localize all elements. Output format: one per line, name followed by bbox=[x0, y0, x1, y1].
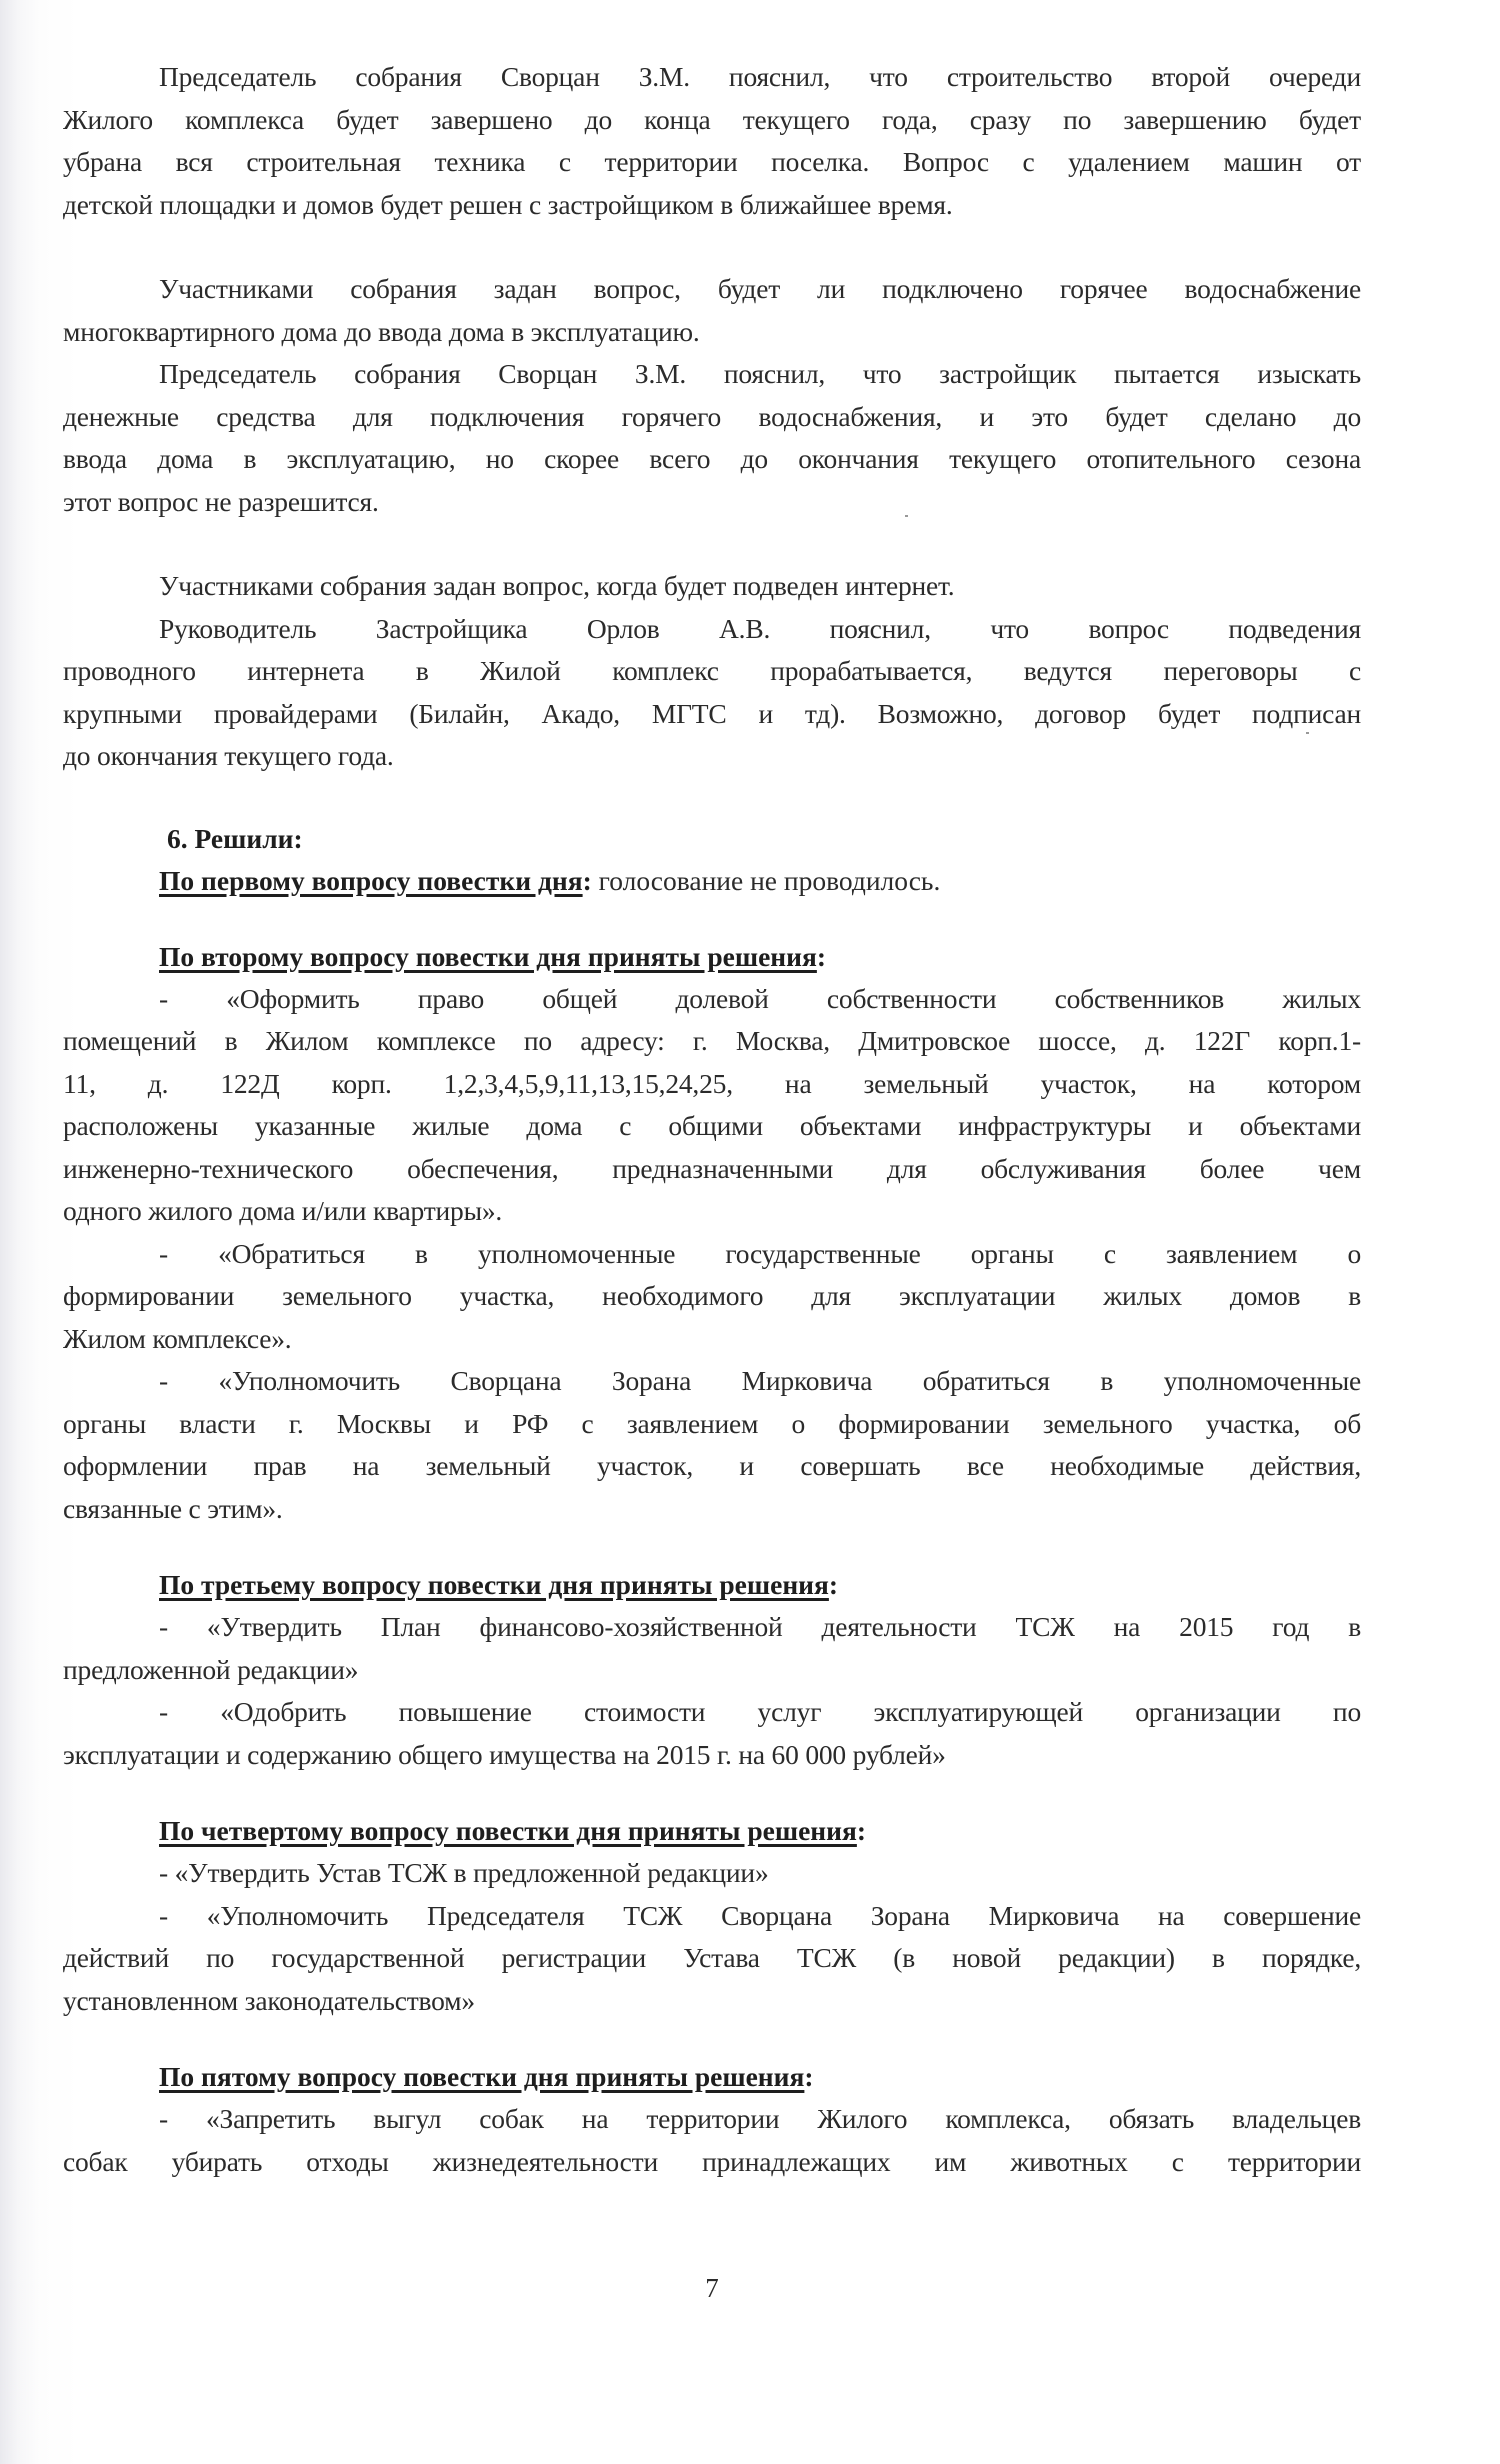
text-line: одного жилого дома и/или квартиры». bbox=[63, 1195, 503, 1226]
text-line: формировании земельного участка, необходимого для эксплуатации жилых домов в bbox=[63, 1280, 1361, 1311]
text-line: - «Утвердить Устав ТСЖ в предложенной редакции» bbox=[159, 1857, 769, 1888]
text-line: действий по государственной регистрации Устава ТСЖ (в новой редакции) в порядке, bbox=[63, 1942, 1361, 1973]
text-line: собак убирать отходы жизнедеятельности принадлежащих им животных с территории bbox=[63, 2145, 1361, 2177]
text-line: детской площадки и домов будет решен с застройщиком в ближайшее время. bbox=[63, 188, 953, 220]
text-line: связанные с этим». bbox=[63, 1492, 283, 1524]
question-2-decision-2 bbox=[63, 1233, 1361, 1361]
text-line: Жилого комплекса будет завершено до конца текущего года, сразу по завершению будет bbox=[63, 103, 1361, 135]
text-line: проводного интернета в Жилой комплекс прорабатывается, ведутся переговоры с bbox=[63, 655, 1361, 686]
text-line: оформлении прав на земельный участок, и совершать все необходимые действия, bbox=[63, 1450, 1361, 1481]
question-2-decision-1 bbox=[63, 978, 1361, 1233]
question-5-heading: По пятому вопросу повестки дня приняты решения: bbox=[159, 2061, 814, 2092]
text-line: расположены указанные жилые дома с общими объектами инфраструктуры и объектами bbox=[63, 1110, 1361, 1141]
text-line: этот вопрос не разрешится. bbox=[63, 485, 379, 517]
text-line: помещений в Жилом комплексе по адресу: г. Москва, Дмитровское шоссе, д. 122Г корп.1- bbox=[63, 1025, 1361, 1056]
question-1-heading: По первому вопросу повестки дня: голосование не проводилось. bbox=[159, 864, 941, 896]
paragraph-chairman-construction bbox=[63, 56, 1361, 226]
text-line: Руководитель Застройщика Орлов А.В. пояснил, что вопрос подведения bbox=[159, 612, 1361, 644]
paragraph-hot-water-question bbox=[63, 268, 1361, 353]
text-line: Участниками собрания задан вопрос, когда будет подведен интернет. bbox=[159, 570, 955, 601]
text-line: - «Уполномочить Сворцана Зорана Мирковича обратиться в уполномоченные bbox=[159, 1365, 1361, 1396]
text-line: Участниками собрания задан вопрос, будет ли подключено горячее водоснабжение bbox=[159, 273, 1361, 304]
question-4-heading: По четвертому вопросу повестки дня приняты решения: bbox=[159, 1815, 867, 1846]
text-line: Председатель собрания Сворцан З.М. пояснил, что застройщик пытается изыскать bbox=[159, 358, 1361, 389]
paragraph-hot-water-answer bbox=[63, 353, 1361, 523]
text-line: предложенной редакции» bbox=[63, 1653, 359, 1685]
text-line: ввода дома в эксплуатацию, но скорее всего до окончания текущего отопительного сезона bbox=[63, 443, 1361, 474]
text-line: - «Запретить выгул собак на территории Жилого комплекса, обязать владельцев bbox=[159, 2103, 1361, 2134]
paragraph-internet-question bbox=[63, 565, 1361, 608]
question-4-decision-2 bbox=[63, 1895, 1361, 2023]
scan-speck bbox=[905, 515, 908, 517]
text-line: инженерно-технического обеспечения, предназначенными для обслуживания более чем bbox=[63, 1152, 1361, 1184]
question-3-decision-1 bbox=[63, 1606, 1361, 1691]
page-number: 7 bbox=[705, 2273, 719, 2303]
text-line: Жилом комплексе». bbox=[63, 1322, 292, 1354]
text-line: Председатель собрания Сворцан З.М. пояснил, что строительство второй очереди bbox=[159, 61, 1361, 92]
text-line: многоквартирного дома до ввода дома в эксплуатацию. bbox=[63, 315, 700, 347]
text-line: денежные средства для подключения горячего водоснабжения, и это будет сделано до bbox=[63, 400, 1361, 432]
text-line: убрана вся строительная техника с территории поселка. Вопрос с удалением машин от bbox=[63, 146, 1361, 177]
scan-speck bbox=[1306, 732, 1309, 734]
text-line: органы власти г. Москвы и РФ с заявлением о формировании земельного участка, об bbox=[63, 1407, 1361, 1439]
question-3-decision-2 bbox=[63, 1691, 1361, 1776]
text-line: установленном законодательством» bbox=[63, 1984, 475, 2016]
question-3-heading: По третьему вопросу повестки дня приняты решения: bbox=[159, 1569, 839, 1600]
question-2-heading: По второму вопросу повестки дня приняты решения: bbox=[159, 940, 827, 972]
question-5-decision-1 bbox=[63, 2098, 1361, 2183]
question-1-result: голосование не проводилось. bbox=[591, 864, 941, 896]
text-line: эксплуатации и содержанию общего имущества на 2015 г. на 60 000 рублей» bbox=[63, 1738, 946, 1770]
text-line: - «Одобрить повышение стоимости услуг эксплуатирующей организации по bbox=[159, 1696, 1361, 1727]
text-line: до окончания текущего года. bbox=[63, 740, 394, 771]
text-line: - «Обратиться в уполномоченные государственные органы с заявлением о bbox=[159, 1237, 1361, 1269]
text-line: крупными провайдерами (Билайн, Акадо, МГТС и тд). Возможно, договор будет подписан bbox=[63, 697, 1361, 729]
document-page bbox=[63, 0, 1361, 2464]
text-line: - «Уполномочить Председателя ТСЖ Сворцана Зорана Мирковича на совершение bbox=[159, 1899, 1361, 1931]
question-4-decision-1 bbox=[63, 1852, 1361, 1895]
paragraph-internet-answer bbox=[63, 608, 1361, 778]
text-line: - «Оформить право общей долевой собственности собственников жилых bbox=[159, 982, 1361, 1014]
text-line: 11, д. 122Д корп. 1,2,3,4,5,9,11,13,15,24,25, на земельный участок, на котором bbox=[63, 1067, 1361, 1099]
section-title: 6. Решили: bbox=[167, 822, 303, 854]
question-2-decision-3 bbox=[63, 1360, 1361, 1530]
text-line: - «Утвердить План финансово-хозяйственной деятельности ТСЖ на 2015 год в bbox=[159, 1611, 1361, 1642]
